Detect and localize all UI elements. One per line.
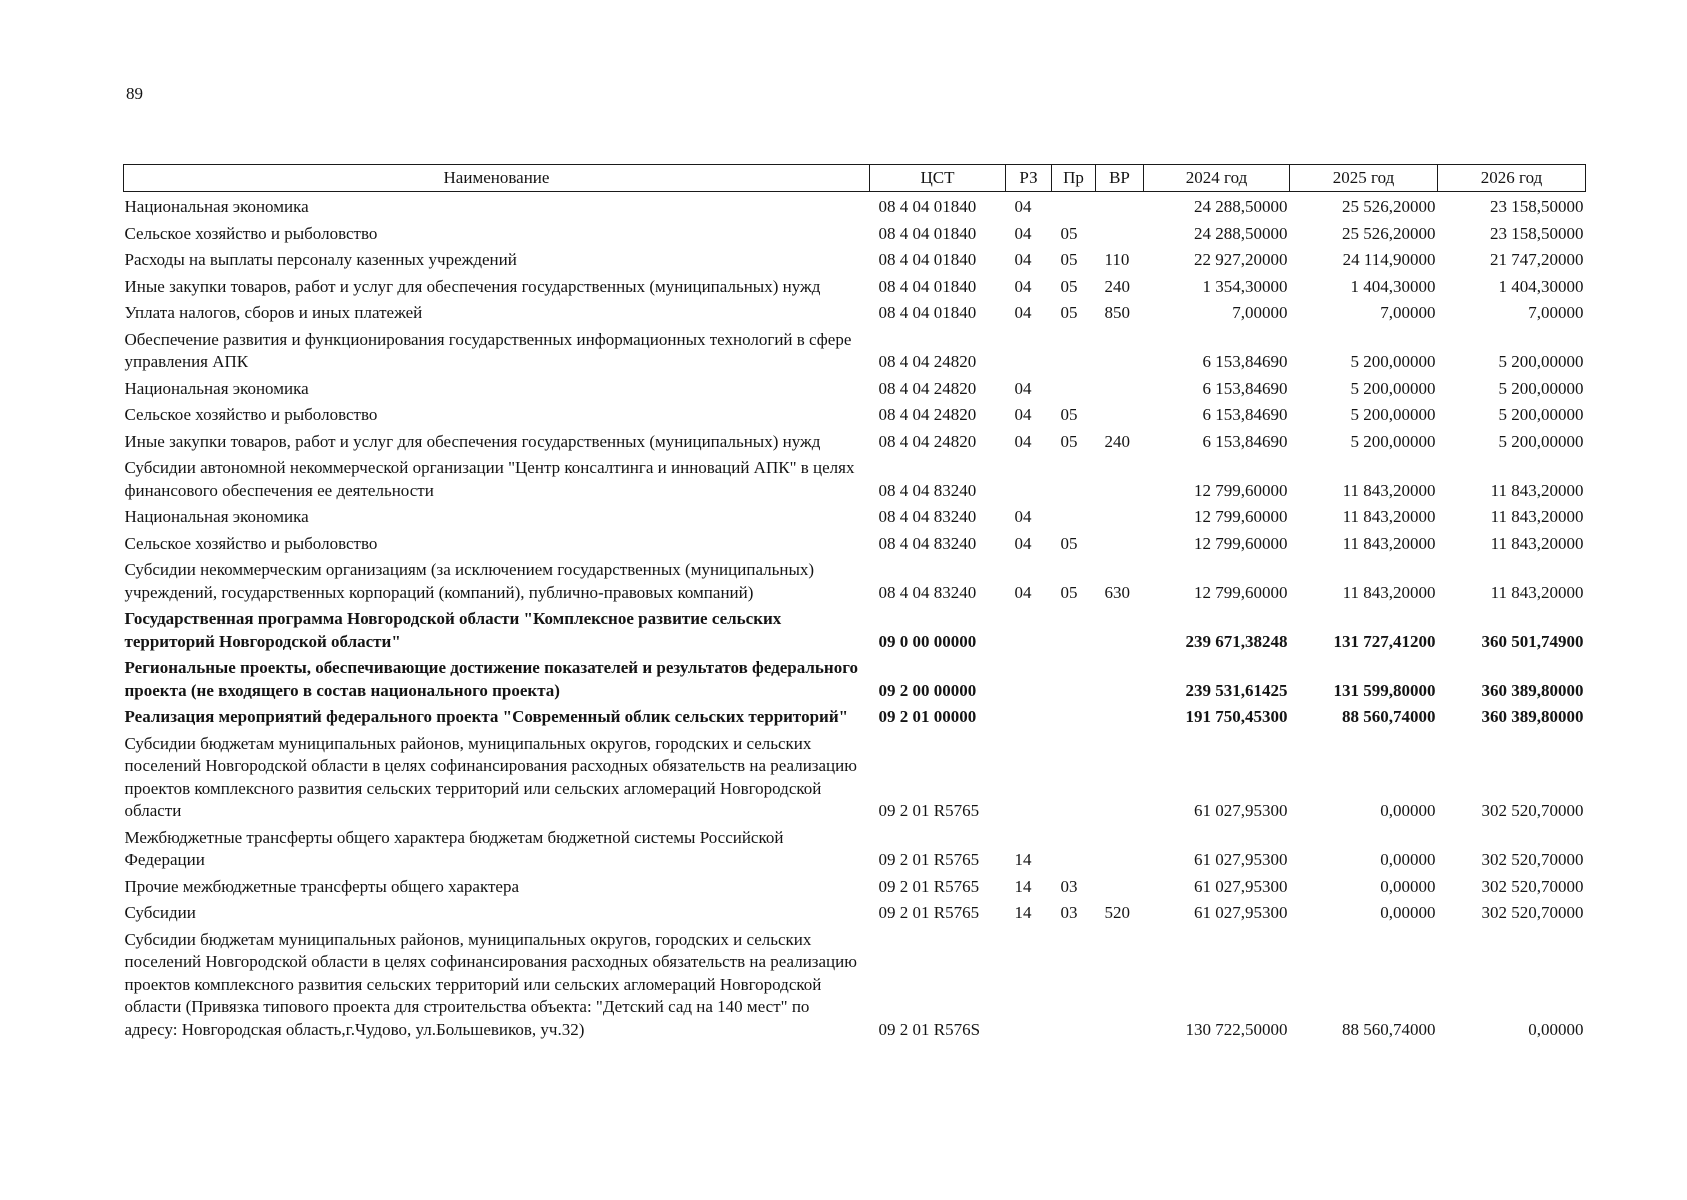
cell-2025: 11 843,20000: [1342, 582, 1436, 602]
cell-vr: [1096, 192, 1144, 219]
table-row: [124, 702, 1586, 729]
cell-2025: 11 843,20000: [1342, 507, 1436, 526]
header-2024: 2024 год: [1144, 165, 1290, 192]
cell-cst: 09 2 01 R576S: [878, 1019, 981, 1039]
cell-2024: 7,00000: [1232, 303, 1288, 322]
table-header: [124, 165, 1586, 192]
cell-pr: 03: [1060, 876, 1078, 896]
cell-2024: 239 671,38248: [1185, 631, 1288, 651]
cell-2026: 1 404,30000: [1498, 276, 1584, 296]
cell-rz: 14: [1014, 876, 1032, 896]
cell-cst: 08 4 04 01840: [878, 276, 977, 296]
cell-2025: 5 200,00000: [1350, 378, 1436, 398]
cell-rz: 04: [1014, 197, 1032, 216]
cell-rz: 04: [1014, 431, 1032, 451]
table-row: [124, 529, 1586, 556]
cell-vr: [1096, 529, 1144, 556]
cell-pr: [1052, 502, 1096, 529]
cell-2025: 1 404,30000: [1350, 276, 1436, 296]
table-row: [124, 298, 1586, 325]
cell-2025: 7,00000: [1380, 303, 1436, 322]
table-row: [124, 374, 1586, 401]
cell-pr: 05: [1060, 223, 1078, 243]
cell-2025: 0,00000: [1380, 903, 1436, 922]
header-cst: ЦСТ: [870, 165, 1006, 192]
cell-pr: 05: [1060, 250, 1078, 269]
cell-vr: [1096, 925, 1144, 1042]
cell-rz: 04: [1014, 507, 1032, 526]
cell-rz: 04: [1014, 405, 1032, 424]
cell-2025: 11 843,20000: [1342, 533, 1436, 553]
cell-cst: 09 2 01 R5765: [878, 801, 980, 820]
cell-2024: 22 927,20000: [1194, 250, 1288, 269]
table-row: [124, 453, 1586, 502]
cell-name: Иные закупки товаров, работ и услуг для обеспечения государственных (муниципальных) нужд: [124, 431, 821, 451]
cell-pr: [1052, 604, 1096, 653]
cell-2025: 131 727,41200: [1333, 631, 1436, 651]
cell-rz: [1006, 653, 1052, 702]
table-row: [124, 653, 1586, 702]
cell-2024: 1 354,30000: [1202, 276, 1288, 296]
cell-rz: 04: [1014, 582, 1032, 602]
cell-name: Национальная экономика: [124, 378, 309, 398]
cell-2024: 12 799,60000: [1194, 533, 1288, 553]
cell-2025: 25 526,20000: [1342, 223, 1436, 243]
table-row: [124, 604, 1586, 653]
cell-2026: 21 747,20000: [1490, 250, 1584, 269]
cell-2024: 61 027,95300: [1194, 801, 1288, 820]
cell-rz: [1006, 453, 1052, 502]
cell-2024: 61 027,95300: [1194, 903, 1288, 922]
cell-pr: [1052, 925, 1096, 1042]
cell-cst: 09 2 01 R5765: [878, 903, 980, 922]
cell-pr: [1052, 653, 1096, 702]
cell-vr: 240: [1104, 431, 1130, 451]
table-row: [124, 325, 1586, 374]
cell-vr: 630: [1104, 582, 1130, 602]
cell-2024: 239 531,61425: [1185, 680, 1288, 700]
cell-2026: 7,00000: [1528, 303, 1584, 322]
cell-pr: 05: [1060, 431, 1078, 451]
cell-pr: [1052, 192, 1096, 219]
cell-name: Сельское хозяйство и рыболовство: [124, 223, 378, 243]
cell-2025: 5 200,00000: [1350, 405, 1436, 424]
cell-vr: [1096, 219, 1144, 246]
cell-vr: [1096, 872, 1144, 899]
cell-cst: 09 2 01 R5765: [878, 850, 980, 869]
cell-cst: 09 2 01 R5765: [878, 876, 980, 896]
cell-name: Уплата налогов, сборов и иных платежей: [124, 303, 423, 322]
cell-vr: 520: [1104, 903, 1130, 922]
cell-name: Национальная экономика: [124, 197, 309, 216]
cell-pr: 05: [1060, 533, 1078, 553]
cell-name: Реализация мероприятий федерального проекта "Современный облик сельских территорий": [124, 707, 849, 726]
cell-name: Субсидии бюджетам муниципальных районов, муниципальных округов, городских и сельских поселений Новгородской области в целях софинансирования расходных обязательств на реализацию проектов комплексного развития сельских территорий или сельских агломераций Новгородской области: [124, 733, 857, 820]
budget-table: [123, 164, 1586, 1041]
cell-vr: 850: [1104, 303, 1130, 322]
cell-name: Субсидии бюджетам муниципальных районов, муниципальных округов, городских и сельских поселений Новгородской области в целях софинансирования расходных обязательств на реализацию проектов комплексного развития сельских территорий или сельских агломераций Новгородской области (Привязка типового проекта для строительства объекта: "Детский сад на 140 мест" по адресу: Новгородская область,г.Чудово, ул.Большевиков, уч.32): [124, 929, 857, 1039]
cell-pr: [1052, 823, 1096, 872]
cell-cst: 08 4 04 83240: [878, 533, 977, 553]
cell-rz: 04: [1014, 276, 1032, 296]
cell-vr: [1096, 502, 1144, 529]
cell-cst: 08 4 04 83240: [878, 480, 977, 500]
cell-pr: [1052, 325, 1096, 374]
cell-2024: 61 027,95300: [1194, 850, 1288, 869]
cell-2025: 0,00000: [1380, 850, 1436, 869]
header-2026: 2026 год: [1438, 165, 1586, 192]
cell-vr: [1096, 729, 1144, 823]
cell-cst: 09 2 01 00000: [878, 707, 977, 726]
header-rz: РЗ: [1006, 165, 1052, 192]
cell-2024: 24 288,50000: [1194, 197, 1288, 216]
cell-rz: [1006, 925, 1052, 1042]
cell-pr: [1052, 453, 1096, 502]
cell-2026: 5 200,00000: [1498, 431, 1584, 451]
cell-cst: 08 4 04 83240: [878, 582, 977, 602]
cell-2025: 5 200,00000: [1350, 431, 1436, 451]
page-number: 89: [126, 84, 143, 103]
cell-2025: 88 560,74000: [1342, 1019, 1436, 1039]
cell-rz: 04: [1014, 378, 1032, 398]
cell-2025: 131 599,80000: [1333, 680, 1436, 700]
table-row: [124, 823, 1586, 872]
cell-2026: 302 520,70000: [1481, 876, 1584, 896]
cell-rz: 04: [1014, 303, 1032, 322]
cell-2024: 6 153,84690: [1202, 431, 1288, 451]
cell-vr: [1096, 325, 1144, 374]
cell-2024: 6 153,84690: [1202, 352, 1288, 371]
table-row: [124, 502, 1586, 529]
cell-2024: 61 027,95300: [1194, 876, 1288, 896]
budget-table-container: [123, 164, 1585, 1041]
table-row: [124, 925, 1586, 1042]
cell-2024: 24 288,50000: [1194, 223, 1288, 243]
cell-vr: [1096, 453, 1144, 502]
cell-name: Субсидии: [124, 903, 196, 922]
cell-2024: 6 153,84690: [1202, 378, 1288, 398]
cell-vr: [1096, 400, 1144, 427]
cell-2026: 11 843,20000: [1490, 507, 1584, 526]
table-row: [124, 555, 1586, 604]
table-row: [124, 400, 1586, 427]
cell-cst: 08 4 04 01840: [878, 250, 977, 269]
cell-name: Субсидии автономной некоммерческой организации "Центр консалтинга и инноваций АПК" в целях финансового обеспечения ее деятельности: [124, 458, 855, 500]
cell-pr: [1052, 374, 1096, 401]
cell-rz: [1006, 325, 1052, 374]
table-row: [124, 219, 1586, 246]
cell-name: Национальная экономика: [124, 507, 309, 526]
cell-2024: 12 799,60000: [1194, 480, 1288, 500]
cell-pr: 03: [1060, 903, 1078, 922]
header-2025: 2025 год: [1290, 165, 1438, 192]
cell-name: Иные закупки товаров, работ и услуг для обеспечения государственных (муниципальных) нужд: [124, 276, 821, 296]
cell-cst: 08 4 04 01840: [878, 197, 977, 216]
table-row: [124, 272, 1586, 299]
cell-rz: 04: [1014, 533, 1032, 553]
cell-vr: 110: [1104, 250, 1130, 269]
cell-cst: 08 4 04 24820: [878, 405, 977, 424]
cell-2026: 302 520,70000: [1481, 850, 1584, 869]
cell-name: Сельское хозяйство и рыболовство: [124, 405, 378, 424]
header-vr: ВР: [1096, 165, 1144, 192]
cell-cst: 09 2 00 00000: [878, 680, 977, 700]
cell-pr: 05: [1060, 303, 1078, 322]
cell-2024: 12 799,60000: [1194, 507, 1288, 526]
cell-2025: 88 560,74000: [1342, 707, 1436, 726]
table-row: [124, 192, 1586, 219]
cell-cst: 08 4 04 24820: [878, 352, 977, 371]
cell-name: Сельское хозяйство и рыболовство: [124, 533, 378, 553]
header-pr: Пр: [1052, 165, 1096, 192]
cell-2025: 11 843,20000: [1342, 480, 1436, 500]
cell-cst: 08 4 04 24820: [878, 431, 977, 451]
cell-pr: [1052, 702, 1096, 729]
cell-cst: 08 4 04 83240: [878, 507, 977, 526]
cell-name: Обеспечение развития и функционирования государственных информационных технологий в сфере управления АПК: [124, 329, 852, 371]
cell-rz: 14: [1014, 903, 1032, 922]
cell-name: Региональные проекты, обеспечивающие достижение показателей и результатов федерального проекта (не входящего в состав национального проекта): [124, 658, 859, 700]
cell-2025: 25 526,20000: [1342, 197, 1436, 216]
table-row: [124, 245, 1586, 272]
cell-name: Прочие межбюджетные трансферты общего характера: [124, 876, 520, 896]
cell-rz: 04: [1014, 250, 1032, 269]
cell-2025: 0,00000: [1380, 801, 1436, 820]
cell-cst: 08 4 04 01840: [878, 223, 977, 243]
cell-2026: 5 200,00000: [1498, 405, 1584, 424]
cell-2024: 12 799,60000: [1194, 582, 1288, 602]
cell-2026: 23 158,50000: [1490, 197, 1584, 216]
cell-vr: [1096, 653, 1144, 702]
cell-2026: 302 520,70000: [1481, 903, 1584, 922]
cell-2024: 6 153,84690: [1202, 405, 1288, 424]
cell-cst: 08 4 04 24820: [878, 378, 977, 398]
cell-vr: [1096, 823, 1144, 872]
cell-pr: 05: [1060, 276, 1078, 296]
cell-2026: 5 200,00000: [1498, 378, 1584, 398]
cell-cst: 09 0 00 00000: [878, 631, 977, 651]
cell-rz: [1006, 604, 1052, 653]
cell-name: Межбюджетные трансферты общего характера бюджетам бюджетной системы Российской Федерации: [124, 827, 784, 869]
cell-rz: 04: [1014, 223, 1032, 243]
cell-name: Расходы на выплаты персоналу казенных учреждений: [124, 250, 517, 269]
cell-2025: 24 114,90000: [1342, 250, 1436, 269]
cell-2024: 191 750,45300: [1185, 707, 1288, 726]
table-body: [124, 192, 1586, 1042]
cell-pr: [1052, 729, 1096, 823]
table-row: [124, 729, 1586, 823]
cell-vr: [1096, 702, 1144, 729]
cell-cst: 08 4 04 01840: [878, 303, 977, 322]
table-row: [124, 898, 1586, 925]
cell-2026: 360 389,80000: [1481, 680, 1584, 700]
cell-rz: [1006, 702, 1052, 729]
cell-vr: [1096, 374, 1144, 401]
cell-rz: [1006, 729, 1052, 823]
table-row: [124, 872, 1586, 899]
cell-2026: 0,00000: [1528, 1019, 1584, 1039]
cell-pr: 05: [1060, 582, 1078, 602]
cell-2026: 11 843,20000: [1490, 582, 1584, 602]
cell-2026: 360 389,80000: [1481, 707, 1584, 726]
cell-2025: 0,00000: [1380, 876, 1436, 896]
cell-pr: 05: [1060, 405, 1078, 424]
cell-vr: 240: [1104, 276, 1130, 296]
header-name: Наименование: [124, 165, 870, 192]
cell-2026: 5 200,00000: [1498, 352, 1584, 371]
cell-vr: [1096, 604, 1144, 653]
cell-2026: 11 843,20000: [1490, 533, 1584, 553]
cell-name: Субсидии некоммерческим организациям (за исключением государственных (муниципальных) учреждений, государственных корпораций (компаний), публично-правовых компаний): [124, 560, 815, 602]
cell-2026: 11 843,20000: [1490, 480, 1584, 500]
cell-2026: 302 520,70000: [1481, 801, 1584, 820]
cell-2024: 130 722,50000: [1185, 1019, 1288, 1039]
cell-2025: 5 200,00000: [1350, 352, 1436, 371]
header-row: [124, 165, 1586, 192]
cell-2026: 23 158,50000: [1490, 223, 1584, 243]
cell-name: Государственная программа Новгородской области "Комплексное развитие сельских территорий Новгородской области": [124, 609, 782, 651]
table-row: [124, 427, 1586, 454]
cell-rz: 14: [1014, 850, 1032, 869]
cell-2026: 360 501,74900: [1481, 631, 1584, 651]
